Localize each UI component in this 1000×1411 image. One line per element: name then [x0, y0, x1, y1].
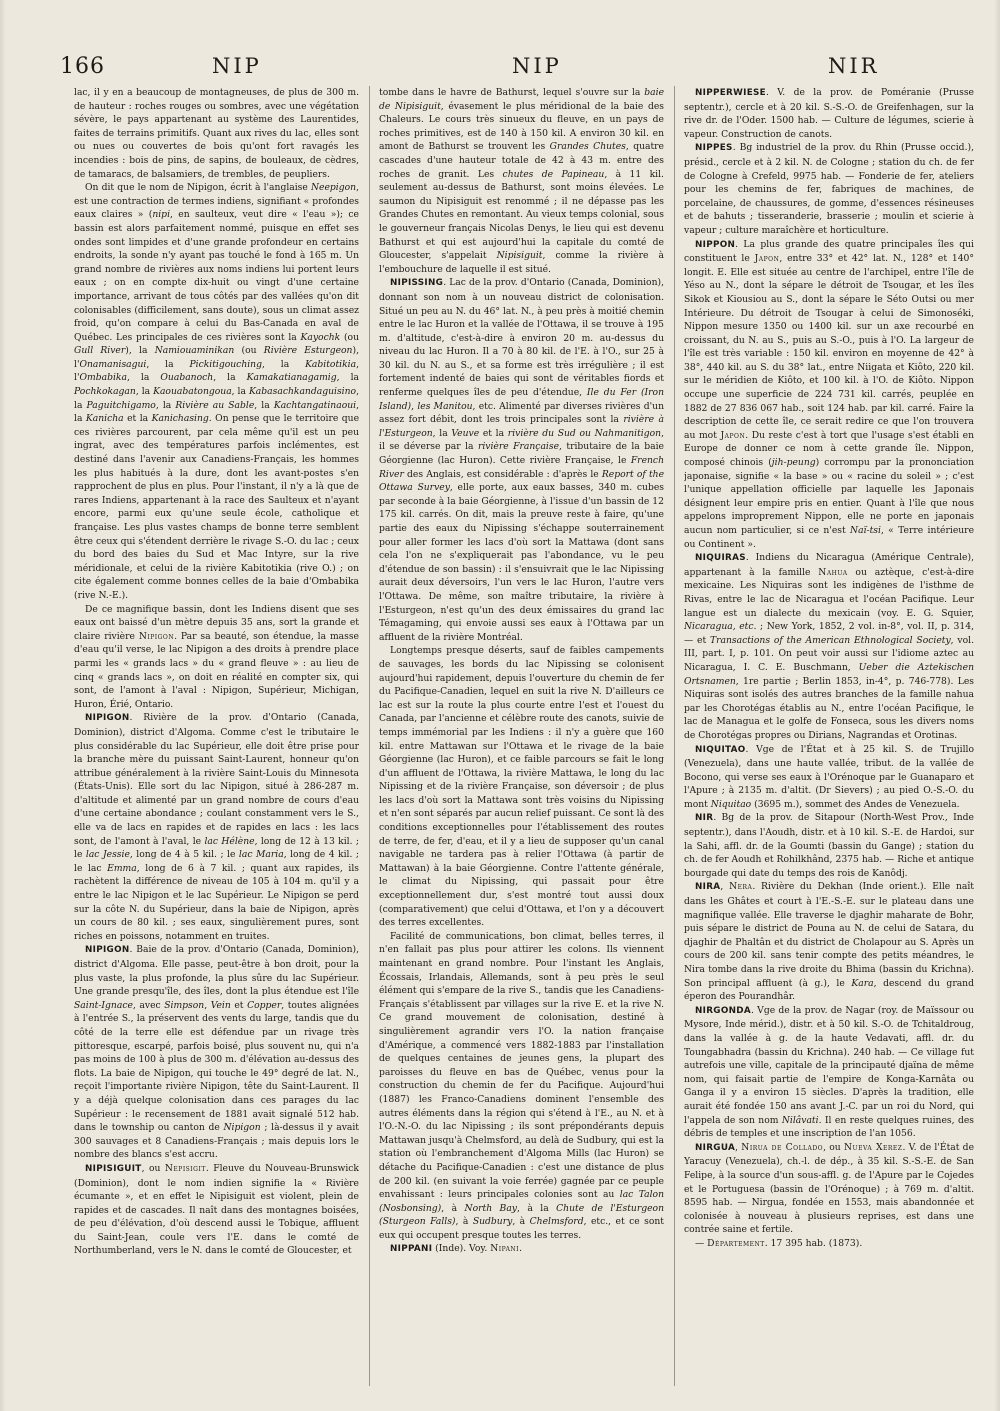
italic-term: Ouabanoch	[160, 372, 214, 384]
entry-text: , la	[155, 399, 176, 411]
entry-text: . Bg de la prov. de Sitapour (North-West Prov., Inde septentr.), dans l'Aoudh, distr. et à 10 kil. S.-E. de Hardoi, sur la Sahi, affl. dr. de la Goumti (bassin du Gange) ; station du ch. de fer Aoudh et Rohilkhând, 2375 hab. — Riche et antique bourgade qui date du temps des rois de Kanôdj.	[684, 812, 974, 879]
entry-text: ) corrompu par la prononciation japonaise, signifie « la base » ou « racine du soleil » ; c'est l'unique appellation officielle par laquelle les Japonais désignent leur empire pris en entier. Quant à l'île que nous appelons improprement Nippon, elle ne porte en japonais aucun nom particulier, si ce n'est	[684, 457, 974, 536]
small-caps-term: Nepisigit	[164, 1162, 206, 1174]
italic-term: Nipisiguit	[496, 250, 543, 262]
italic-term: Chute de l'Esturgeon (Sturgeon Falls)	[379, 1202, 664, 1228]
entry-text: lac, il y en a beaucoup de montagneuses, de plus de 300 m. de hauteur : roches rouges ou sombres, avec une végétation sévère, le pays appartenant au système des Laurentides, faites de terrains primitifs. Quant aux rives du lac, elles sont ou nues ou couvertes de bois qu'ont fort ravagés les incendies : bois de pins, de sapins, de bouleaux, de cèdres, de tamaracs, de balsamiers, de trembles, de peupliers.	[74, 87, 359, 180]
entry-text: Longtemps presque déserts, sauf de faibles campements de sauvages, les bords du lac Nipissing se colonisent aujourd'hui rapidement, depuis l'ouverture du chemin de fer du Pacifique-Canadien, lequel en suit la rive N. D'ailleurs ce lac est sur la route la plus courte entre l'est et l'ouest du Canada, par l'ancienne et célèbre route des canots, suivie de temps immémorial par les Indiens : il n'y a guère que 160 kil. entre Mattawan sur l'Ottawa et le rivage de la baie Géorgienne (lac Huron), et ce faible parcours se fait le long d'un affluent de l'Ottawa, la rivière Mattawa, le long du lac Nipissing et de la rivière Française, son déversoir ; de plus les lacs d'où sort la Mattawa sont très voisins du Nipissing et n'en sont séparés par aucun relief puissant. Ce sont là des conditions exceptionnelles pour l'établissement des routes de terre, de fer, d'eau, et il y a lieu de supposer qu'un canal navigable ne tardera pas à relier l'Ottawa (à partir de Mattawan) à la baie Géorgienne. Contre l'attente générale, le climat du Nipissing, qui passait pour être exceptionnellement dur, s'est montré tout aussi doux (comparativement) que celui d'Ottawa, et l'on y a découvert des terres excellentes.	[379, 645, 664, 929]
small-caps-term: Nera	[729, 881, 753, 893]
headword-left: NIP	[212, 54, 262, 78]
entry-text: , etc. Alimenté par diverses rivières d'un assez fort débit, dont les trois principales sont la	[379, 400, 664, 426]
entry-paragraph	[74, 86, 359, 181]
entry-text: , la	[135, 386, 154, 398]
entry-paragraph	[684, 86, 974, 141]
entry-paragraph	[684, 811, 974, 880]
italic-term: les Manitou	[417, 400, 473, 412]
entry-text: , il se déverse par la	[379, 427, 664, 453]
entry-text: , à 11 kil. seulement au-dessus de Bathurst, sont moins élevées. Le saumon du Nipisiguit est renommé ; il ne dépasse pas les Grandes Chutes en remontant. Au vieux temps colonial, sous le gouverneur français Nicolas Denys, le lieu qui est devenu Bathurst et qui est aujourd'hui la capitale du comté de Gloucester, s'appelait	[379, 168, 664, 262]
scan-edge-left	[0, 0, 6, 1411]
entry-text: ou aztèque, c'est-à-dire mexicaine. Les Niquiras sont les indigènes de l'isthme de Rivas, entre le lac de Nicaragua et l'océan Pacifique. Leur langue est un dialecte du mexicain (voy. E. G. Squier,	[684, 566, 974, 619]
italic-term: Report of the Ottawa Survey	[379, 468, 664, 494]
entry-text: . Vge de la prov. de Nagar (roy. de Maïssour ou Mysore, Inde mérid.), distr. et à 50 kil. S.-O. de Tchitaldroug, dans la vallée à g. de la haute Vedavati, affl. dr. du Toungabhadra (bassin du Krichna). 240 hab. — Ce village fut autrefois une ville, capitale de la principauté djaïna de même nom, qui faisait partie de l'empire de Konga-Karnâta ou Ganga il y a environ 15 siècles. D'après la tradition, elle aurait été fondée 150 ans avant J.-C. par un roi du Nord, qui l'appela de son nom	[684, 1004, 974, 1126]
entry-text: , est une contraction de termes indiens, signifiant « profondes eaux claires » (	[74, 182, 359, 221]
entry-paragraph	[684, 551, 974, 742]
entry-text: . Par sa beauté, son étendue, la masse d'eau qu'il verse, le lac Nipigon a des droits à prendre place parmi les « grands lacs » du « grand fleuve » : au lieu de cinq « grands lacs », on doit en réalité en compter six, qui sont, de l'amont à l'aval : Nipigon, Supérieur, Michigan, Huron, Érié, Ontario.	[74, 630, 359, 710]
entry-text: , à	[455, 1216, 473, 1228]
italic-term: Onamanisagui	[79, 358, 147, 370]
entry-text: . La plus grande des quatre principales îles qui constituent le	[684, 238, 974, 265]
italic-term: Kanicha	[85, 413, 124, 425]
entry-text: (ou	[340, 331, 359, 343]
italic-term: Nipigon	[223, 1122, 261, 1134]
entry-text: Facilité de communications, bon climat, belles terres, il n'en fallait pas plus pour attirer les colons. Ils viennent maintenant en grand nombre. Pour l'instant les Anglais, Écossais, Irlandais, Allemands, sont à peu près le seul élément qui s'empare de la rive S., tandis que les Canadiens-Français s'établissent par villages sur la rive E. et la rive N. Ce grand mouvement de colonisation, destiné à singulièrement agrandir vers l'O. la nation française d'Amérique, a commencé vers 1882-1883 par l'installation de quelques centaines de jeunes gens, la plupart des paroisses du fleuve en bas de Québec, venus pour la construction du chemin de fer du Pacifique. Aujourd'hui (1887) les Franco-Canadiens dominent l'ensemble des autres éléments dans la région qui s'étend à l'E., au N. et à l'O.-N.-O. du lac Nipissing ; ils sont prépondérants depuis Mattawan jusqu'à Chelmsford, au delà de Sudbury, qui est la station où l'embranchement d'Algoma Mills (lac Huron) se détache du Pacifique-Canadien : c'est une distance de plus de 200 kil. (en suivant la voie ferrée) gagnée par ce peuple envahissant : leurs principales colonies sont au	[379, 930, 664, 1201]
entry-text: . V. de la prov. de Poméranie (Prusse septentr.), cercle et à 20 kil. S.-S.-O. de Greifenhagen, sur la rive dr. de l'Oder. 1500 hab. — Culture de légumes, scierie à vapeur. Construction de canots.	[684, 87, 974, 140]
headword-right: NIR	[828, 54, 880, 78]
entry-text: , ou	[141, 1162, 165, 1174]
entry-paragraph	[684, 1141, 974, 1237]
italic-term: Gull River	[74, 345, 126, 357]
entry-text: , à	[512, 1216, 530, 1228]
small-caps-term: Nipani	[490, 1243, 520, 1255]
entry-text: —	[695, 1237, 708, 1249]
text-columns	[74, 86, 974, 1386]
entry-text: ), l'	[74, 345, 359, 370]
entry-text: , avec	[132, 999, 165, 1011]
entry-paragraph	[684, 238, 974, 552]
entry-text: , la	[336, 372, 359, 384]
italic-term: rivière à l'Esturgeon	[379, 414, 664, 439]
entry-text: , la	[432, 427, 452, 439]
entry-text: , « Terre intérieure ou Continent ».	[684, 525, 974, 550]
entry-text: . Du reste c'est à tort que l'usage s'est établi en Europe de donner ce nom à cette grande île. Nippon, composé chinois (	[684, 429, 974, 469]
italic-term: Simpson	[164, 999, 205, 1011]
small-caps-term: Nipigon	[138, 630, 175, 642]
entry-text: . On pense que le territoire que ces rivières parcourent, par cela même qu'il est un peu ingrat, avec des températures parfois inclémentes, est destiné dans l'avenir aux Canadiens-Français, les hommes les plus habitués à la dure, dont les avant-postes s'en rapprochent de plus en plus. Pour l'instant, il n'y a là que de rares Indiens, appartenant à la race des Saulteux et n'ayant encore, parmi eux qu'une seule école, catholique et française. Les plus vastes champs de bonne terre semblent être ceux qui s'étendent derrière le rivage S.-O. du lac ; ceux du bord des baies du Sud et Mac Intyre, sur la rive méridionale, et celui de la rivière Kabitotikia (rive O.) ; on cite également comme bonnes celles de la baie d'Ombabika (rive N.-E.).	[74, 413, 359, 601]
entry-paragraph	[379, 86, 664, 276]
headword-center: NIP	[512, 54, 562, 78]
entry-text: et	[230, 999, 248, 1011]
entry-paragraph	[684, 1004, 974, 1141]
italic-term: Kamakatianagamig	[246, 372, 337, 384]
entry-headword: NIPPERWIESE	[695, 88, 766, 98]
small-caps-term: Département	[707, 1237, 765, 1249]
entry-text: , la	[213, 372, 247, 384]
entry-headword: NIPPANI	[390, 1244, 433, 1255]
italic-term: Ile du Fer (Iron Island)	[379, 387, 664, 412]
entry-text: , la	[74, 386, 359, 411]
italic-term: rivière du Sud ou Nahmanitigon	[507, 427, 662, 439]
entry-text: . Vge de l'État et à 25 kil. S. de Trujillo (Venezuela), dans une haute vallée, tribut. de la vallée de Bocono, qui verse ses eaux à l'Orénoque par le Guanaparo et l'Apure ; à 2135 m. d'altit. (Dr Sievers) ; au pied O.-S.-O. du mont	[684, 743, 974, 810]
italic-term: Pochkokagan	[74, 386, 136, 398]
entry-text: (ou	[234, 345, 264, 357]
italic-term: North Bay	[464, 1202, 517, 1214]
entry-text: , la	[74, 399, 359, 425]
entry-text: , etc., et ce sont eux qui occupent presque toutes les terres.	[379, 1216, 664, 1241]
italic-term: lac Maria	[238, 849, 284, 861]
entry-headword: NIPPES	[695, 143, 733, 154]
entry-headword: NIPISIGUIT	[85, 1163, 142, 1174]
italic-term: jih-peung	[771, 457, 816, 469]
italic-term: Paguitchigamo	[86, 399, 156, 411]
italic-term: Grandes Chutes	[549, 141, 626, 153]
small-caps-term: Nueva Xerez	[843, 1141, 903, 1153]
column-2	[379, 86, 664, 1386]
italic-term: lac Talon (Nosbonsing)	[379, 1189, 664, 1214]
entry-text: . Il en reste quelques ruines, des débris de temples et une inscription de l'an 1056.	[684, 1114, 974, 1140]
entry-text: , elle porte, aux eaux basses, 340 m. cubes par seconde à la baie Géorgienne, à l'issue d'un bassin de 12 175 kil. carrés. On dit, mais la preuve reste à faire, qu'une partie des eaux du Nipissing s'échappe souterrainement pour aller former les lacs d'où sort la Mattawa (dont sans cela l'on ne s'expliquerait pas l'abondance, vu le peu d'étendue de son bassin) : il s'ensuivrait que le lac Nipissing aurait deux déversoirs, l'un vers le lac Huron, l'autre vers l'Ottawa. De même, son maître tributaire, la rivière à l'Esturgeon, n'est qu'un des deux émissaires du grand lac Témagaming, qui envoie aussi ses eaux à l'Ottawa par un affluent de la rivière Montréal.	[379, 482, 664, 643]
entry-paragraph	[379, 644, 664, 929]
italic-term: Emma	[107, 862, 137, 874]
entry-text: (Inde). Voy.	[432, 1243, 491, 1255]
italic-term: Kara	[851, 977, 874, 989]
entry-text: . Rivière du Dekhan (Inde orient.). Elle naît dans les Ghâtes et court à l'E.-S.-E. sur le plateau dans une magnifique vallée. Elle traverse le djaghir maharate de Bohr, puis sépare le district de Pouna au N. de celui de Satara, du djaghir de Phaltân et du district de Cholapour au S. Après un cours de 200 kil. sans tenir compte des petits méandres, le Nira tombe dans la rive droite du Bhima (bassin du Krichna). Son principal affluent (à g.), le	[684, 881, 974, 989]
entry-text: . Fleuve du Nouveau-Brunswick (Dominion), dont le nom indien signifie la « Rivière écumante », et en effet le Nipisiguit est violent, plein de rapides et de cascades. Il naît dans des montagnes boisées, de peu d'élévation, d'où descend aussi le Tobique, affluent du Saint-Jean, coule vers l'E. dans le comté de Northumberland, vers le N. dans le comté de Gloucester, et	[74, 1162, 359, 1257]
entry-text: , la	[231, 386, 249, 398]
entry-text: De ce magnifique bassin, dont les Indiens disent que ses eaux ont baissé d'un mètre depuis 35 ans, sort la grande et claire rivière	[74, 603, 359, 642]
entry-text: , descend du grand éperon des Pourandhâr.	[684, 977, 974, 1003]
entry-text: ,	[411, 400, 418, 412]
entry-text: . Baie de la prov. d'Ontario (Canada, Dominion), district d'Algoma. Elle passe, peut-être à bon droit, pour la plus vaste, la plus profonde, la plus sûre du lac Supérieur. Une grande presqu'île, des îles, dont la plus étendue est l'île	[74, 944, 359, 998]
entry-text: et la	[123, 413, 152, 425]
italic-term: Nilâvati	[781, 1114, 819, 1126]
italic-term: French River	[379, 455, 664, 480]
italic-term: Ueber die Aztekischen Ortsnamen	[684, 661, 974, 687]
italic-term: Sudbury	[472, 1216, 513, 1228]
entry-text: ), la	[125, 345, 155, 357]
entry-text: , en saulteux, veut dire « l'eau »); ce bassin est alors parfaitement nommé, puisque en effet ses ondes sont limpides et d'une grande profondeur en certains endroits, la sonde n'y ayant pas touché le fond à 165 m. Un grand nombre de rivières aux noms indiens lui portent leurs eaux ; on en compte dix-huit ou vingt d'une certaine importance, arrivant de tous côtés par des vallées qu'on dit colonisables (difficilement, sans doute), sous un climat assez froid, qu'on compare à celui du Bas-Canada en aval de Québec. Les principales de ces rivières sont la	[74, 209, 359, 343]
italic-term: Pickitigouching	[189, 358, 262, 370]
entry-text: , à la	[516, 1202, 557, 1214]
entry-text: ; New York, 1852, 2 vol. in-8°, vol. II, p. 314, — et	[684, 621, 974, 646]
entry-text: ,	[720, 881, 730, 893]
entry-headword: NIR	[695, 813, 714, 824]
entry-text: ; là-dessus il y avait 300 sauvages et 8 Canadiens-Français ; mais depuis lors le nombre des blancs s'est accru.	[74, 1122, 359, 1161]
entry-paragraph	[74, 181, 359, 602]
small-caps-term: Japon	[754, 253, 780, 265]
entry-text: , la	[254, 399, 274, 411]
italic-term: Rivière Esturgeon	[263, 345, 353, 357]
small-caps-term: Nirua de Collado	[741, 1141, 824, 1153]
italic-term: Kayochk	[300, 331, 341, 343]
entry-text: , tributaire de la baie Géorgienne (lac Huron). Cette rivière Française, le	[379, 441, 664, 467]
entry-text: et la	[479, 427, 508, 439]
entry-paragraph	[74, 1162, 359, 1258]
entry-paragraph	[74, 711, 359, 943]
entry-headword: NIRA	[695, 882, 721, 893]
italic-term: rivière Française	[477, 441, 560, 453]
entry-text: (3695 m.), sommet des Andes de Venezuela.	[751, 798, 960, 810]
page-number: 166	[60, 54, 105, 79]
italic-term: baie de Nipisiguit	[379, 87, 664, 112]
entry-text: . 17 395 hab. (1873).	[764, 1237, 863, 1249]
entry-headword: NIQUITAO	[695, 744, 746, 755]
entry-headword: NIRGONDA	[695, 1005, 751, 1016]
entry-text: .	[519, 1243, 522, 1255]
column-rule	[674, 86, 675, 1386]
entry-text: . Rivière de la prov. d'Ontario (Canada, Dominion), district d'Algoma. Comme c'est le tributaire le plus considérable du lac Supérieur, elle doit être prise pour la branche mère du puissant Saint-Laurent, honneur qu'on attribue généralement à la rivière Saint-Louis du Minnesota (États-Unis). Elle sort du lac Nipigon, situé à 286-287 m. d'altitude et alimenté par un grand nombre de cours d'eau d'une certaine abondance ; coulant constamment vers le S., elle va de lacs en rapides et de rapides en lacs : les lacs sont, de l'amont à l'aval, le	[74, 712, 359, 847]
italic-term: chutes de Papineau	[502, 168, 605, 180]
entry-headword: NIPPON	[695, 239, 736, 250]
entry-text: , comme la rivière à l'embouchure de laquelle il est situé.	[379, 250, 664, 275]
entry-text: , ou	[823, 1141, 844, 1153]
small-caps-term: Nahua	[818, 566, 848, 578]
entry-headword: NIPISSING	[390, 278, 444, 289]
italic-term: lac Hélène	[204, 835, 255, 847]
italic-term: Nicaragua, etc.	[684, 621, 757, 633]
entry-text: , évasement le plus méridional de la baie des Chaleurs. Le cours très sinueux du fleuve, en un pays de roches primitives, est de 140 à 150 kil. A environ 30 kil. en amont de Bathurst se trouvent les	[379, 100, 664, 153]
entry-text: , à	[441, 1202, 465, 1214]
italic-term: Kabitotikia	[305, 358, 357, 370]
entry-paragraph	[74, 603, 359, 712]
italic-term: Niquitao	[710, 798, 752, 810]
entry-text: ,	[735, 1141, 742, 1153]
entry-text: . Lac de la prov. d'Ontario (Canada, Dominion), donnant son nom à un nouveau district de colonisation. Situé un peu au N. du 46° lat. N., à peu près à moitié chemin entre le lac Huron et la vallée de l'Ottawa, il se trouve à 195 m. d'altitude, c'est-à-dire à environ 20 m. au-dessus du niveau du lac Huron. Il a 70 à 80 kil. de l'E. à l'O., sur 25 à 30 kil. du N. au S., et sa forme est très irrégulière ; il est fortement indenté de baies qui sont de véritables fiords et renferme quelques îles de peu d'étendue,	[379, 277, 664, 399]
italic-term: Saint-Ignace	[74, 999, 133, 1011]
entry-paragraph	[379, 276, 664, 644]
column-1	[74, 86, 359, 1386]
entry-text: , entre 33° et 42° lat. N., 128° et 140° longit. E. Elle est située au centre de l'archipel, entre l'île de Yéso au N., dont la sépare le détroit de Tsougar, et les îles Sikok et Kiousiou au S., dont la sépare le Séto Outsi ou mer Intérieure. Du détroit de Tsougar à celui de Simonoséki, Nippon mesure 1350 ou 1400 kil. sur un axe recourbé en croissant, du N. au S., puis au S.-O., puis à l'O. La largeur de l'île est très variable : 150 kil. environ en moyenne de 42° à 38°, 440 kil. au S. du 38° lat., entre Niigata et Kiôto, 220 kil. sur le méridien de Kiôto, et 100 kil. à l'O. de Kiôto. Nippon occupe une superficie de 224 731 kil. carrés, peuplée en 1882 de 27 836 067 hab., soit 124 hab. par kil. carré. Faire la description de cette île, ce serait redire ce que l'on trouvera au mot	[684, 253, 974, 441]
italic-term: Namiouaminikan	[154, 345, 235, 357]
italic-term: Kabasachkandaguisino	[248, 386, 357, 398]
entry-text: , long de 4 kil. ; le lac	[74, 849, 359, 874]
italic-term: Neepigon	[311, 182, 357, 194]
small-caps-term: Japon	[720, 429, 746, 441]
entry-text: , quatre cascades d'une hauteur totale de 42 à 43 m. entre des roches de granit. Les	[379, 141, 664, 180]
italic-term: Ombabika	[79, 372, 127, 384]
entry-paragraph	[684, 1237, 974, 1251]
italic-term: Rivière au Sable	[175, 399, 255, 411]
scan-edge-right	[994, 0, 1000, 1411]
entry-headword: NIPIGON	[85, 713, 130, 724]
entry-text: des Anglais, est considérable : d'après le	[403, 468, 602, 480]
italic-term: Veuve	[451, 427, 480, 439]
italic-term: Copper	[247, 999, 282, 1011]
italic-term: Kachtangatinaoui	[273, 399, 357, 411]
entry-text: . Bg industriel de la prov. du Rhin (Prusse occid.), présid., cercle et à 2 kil. N. de Cologne ; station du ch. de fer de Cologne à Crefeld, 9975 hab. — Fonderie de fer, ateliers pour les chemins de fer, fabriques de machines, de porcelaine, de chaussures, de gomme, d'essences résineuses et de bahuts ; tisseranderie, brasserie ; moulin et scierie à vapeur ; culture maraîchère et horticulture.	[684, 142, 974, 236]
entry-text: ,	[204, 999, 211, 1011]
entry-paragraph	[684, 743, 974, 812]
entry-paragraph	[379, 1242, 664, 1257]
entry-text: On dit que le nom de Nipigon, écrit à l'anglaise	[85, 182, 311, 194]
entry-paragraph	[379, 930, 664, 1243]
entry-text: , la	[126, 372, 161, 384]
entry-text: , vol. III, part. I, p. 101. On peut voir aussi sur l'idiome aztec au Nicaragua, I. C. E. Buschmann,	[684, 634, 974, 673]
entry-text: , long de 12 à 13 kil. ; le	[74, 835, 359, 861]
entry-text: , la	[146, 358, 190, 370]
entry-headword: NIRGUA	[695, 1142, 736, 1153]
italic-term: Vein	[210, 999, 231, 1011]
entry-paragraph	[684, 141, 974, 237]
column-rule	[369, 86, 370, 1386]
italic-term: Kanichasing	[151, 413, 209, 425]
entry-text: , l'	[74, 358, 359, 384]
entry-text: tombe dans le havre de Bathurst, lequel s'ouvre sur la	[379, 87, 645, 98]
italic-term: Kaouabatongoua	[153, 386, 232, 398]
italic-term: Transactions of the American Ethnological Society	[709, 634, 951, 646]
entry-text: , la	[261, 358, 306, 370]
entry-text: . Indiens du Nicaragua (Amérique Centrale), appartenant à la famille	[684, 552, 974, 578]
entry-headword: NIQUIRAS	[695, 553, 746, 564]
column-3	[684, 86, 974, 1386]
entry-text: , 1re partie ; Berlin 1853, in-4°, p. 746-778). Les Niquiras sont isolés des autres branches de la famille nahua par les Chorotégas établis au N., entre l'océan Pacifique, le lac de Managua et le golfe de Fonseca, sous les divers noms de Chorotégas propres ou Dirians, Nagrandas et Orotinas.	[684, 675, 974, 741]
italic-term: lac Jessie	[85, 849, 130, 861]
entry-text: , long de 4 à 5 kil. ; le	[129, 849, 239, 861]
italic-term: Naï-tsi	[850, 525, 881, 536]
entry-paragraph	[684, 880, 974, 1003]
italic-term: Chelmsford	[529, 1216, 584, 1228]
entry-text: , toutes alignées à l'entrée S., la préservent des vents du large, tandis que du côté de la terre elle est défendue par un rivage très pittoresque, escarpé, parfois boisé, plus souvent nu, qui n'a pas moins de 100 à plus de 300 m. d'élévation au-dessus des flots. La baie de Nipigon, qui touche le 49° degré de lat. N., reçoit l'importante rivière Nipigon, tête du Saint-Laurent. Il y a déjà quelque colonisation dans ces parages du lac Supérieur : le recensement de 1881 avait signalé 512 hab. dans le township ou canton de	[74, 999, 359, 1134]
entry-text: . V. de l'État de Yaracuy (Venezuela), ch.-l. de dép., à 35 kil. S.-S.-E. de San Felipe, à la source d'un sous-affl. g. de l'Apure par le Cojedes et le Portuguesa (bassin de l'Orénoque) ; à 769 m. d'altit. 8595 hab. — Nirgua, fondée en 1553, mais abandonnée et colonisée à nouveau à plusieurs reprises, est dans une contrée saine et fertile.	[684, 1141, 974, 1236]
entry-headword: NIPIGON	[85, 945, 130, 956]
entry-text: , long de 6 à 7 kil. ; quant aux rapides, ils rachètent la différence de niveau de 105 à 104 m. qu'il y a entre le lac Nipigon et le lac Supérieur. Le Nipigon se perd sur la côte N. du Supérieur, dans la baie de Nipigon, après un cours de 80 kil. ; ses eaux, singulièrement pures, sont riches en poissons, notamment en truites.	[74, 862, 359, 942]
entry-paragraph	[74, 943, 359, 1162]
italic-term: nipi	[152, 209, 171, 221]
